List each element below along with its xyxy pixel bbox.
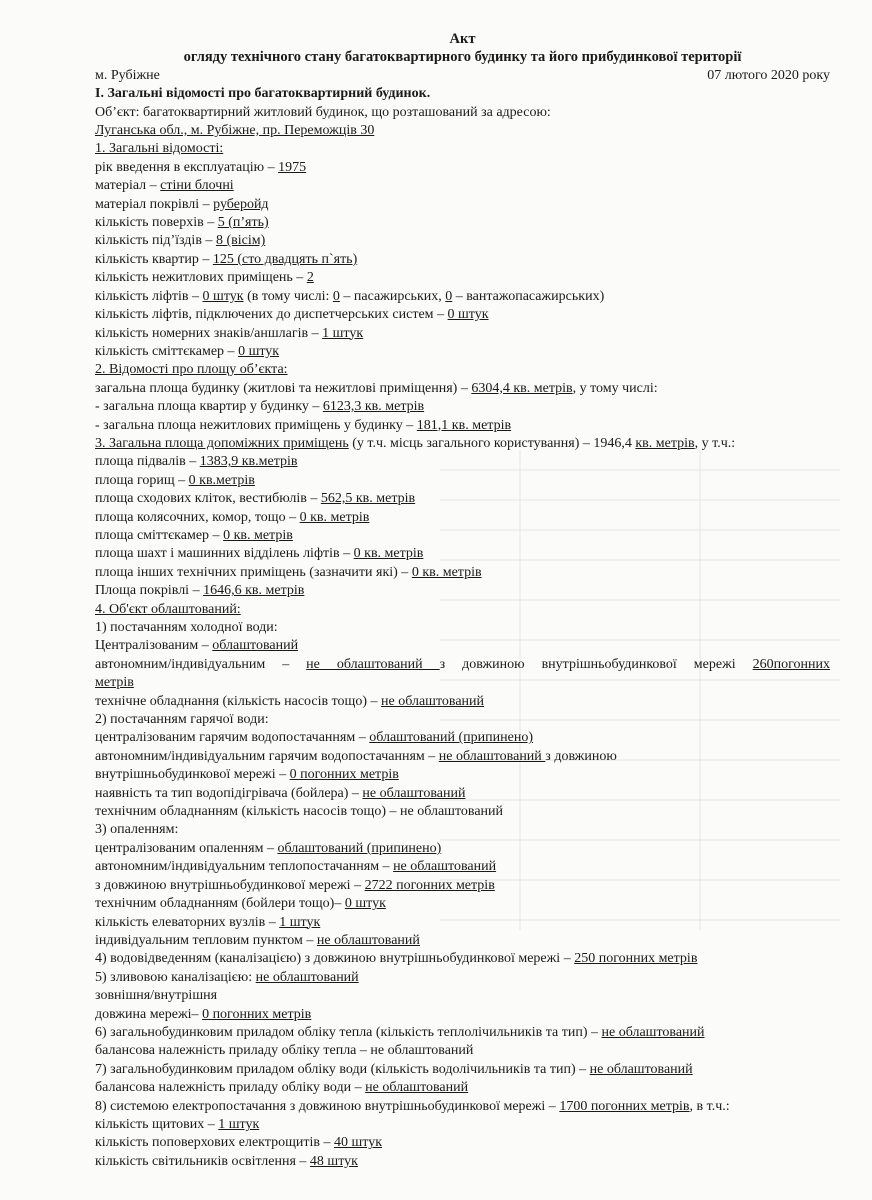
text-segment: - загальна площа квартир у будинку – [95, 399, 323, 415]
field-roof-area [95, 582, 830, 600]
text-segment: не облаштований [306, 656, 440, 672]
text-segment: 2722 погонних метрів [364, 877, 495, 893]
text-segment: площа підвалів – [95, 454, 200, 470]
text-segment: балансова належність приладу обліку води – [95, 1080, 366, 1096]
text-segment: автономним/індивідуальним гарячим водопостачанням – [95, 748, 439, 764]
text-segment: (у т.ч. місць загального користування) – 1946,4 [348, 435, 636, 451]
field-stroller [95, 509, 830, 527]
field-hot-network [95, 766, 830, 784]
field-apartments [95, 251, 830, 269]
text-segment: матеріал – [95, 178, 161, 194]
text-segment: централізованим опаленням – [95, 840, 278, 856]
field-heat-meter [95, 1024, 830, 1042]
text-segment: 1 штук [279, 914, 321, 930]
aux-heading [95, 435, 830, 453]
text-segment: облаштований (припинено) [369, 730, 533, 746]
field-water-meter [95, 1061, 830, 1079]
cold-water-heading: 1) постачанням холодної води: [95, 620, 278, 635]
act-document [95, 30, 830, 1171]
field-heat-network [95, 877, 830, 895]
field-heat-tech [95, 895, 830, 913]
field-lights [95, 1153, 830, 1171]
text-segment: – вантажопасажирських) [452, 288, 605, 304]
field-entrances [95, 232, 830, 250]
text-segment: 7) загальнобудинковим приладом обліку води (кількість водолічильників та тип) – [95, 1061, 590, 1077]
city: м. Рубіжне [95, 67, 160, 83]
text-segment: кількість нежитлових приміщень – [95, 270, 307, 286]
text-segment: 0 штук [202, 288, 244, 304]
field-heat-elevators [95, 914, 830, 932]
text-segment: 0 кв. метрів [299, 509, 370, 525]
text-segment: загальна площа будинку (житлові та нежитлові приміщення) – [95, 380, 472, 396]
text-segment: автономним/індивідуальним – [95, 656, 307, 672]
field-total-area [95, 380, 830, 398]
field-water-meter-owner [95, 1079, 830, 1097]
text-segment: кількість квартир – [95, 251, 213, 267]
text-segment: кількість поверхів – [95, 215, 218, 231]
text-segment: не облаштований [316, 932, 420, 948]
field-value: 8 (вісім) [215, 233, 266, 249]
text-segment: 3. Загальна площа допоміжних приміщень [95, 435, 349, 451]
text-segment: не облаштований [381, 693, 485, 709]
text-segment: облаштований [212, 638, 299, 654]
text-segment: – пасажирських, [339, 288, 446, 304]
text-segment: площа колясочних, комор, тощо – [95, 509, 300, 525]
field-value: 125 (сто двадцять п`ять) [212, 251, 358, 267]
field-heat-auto [95, 858, 830, 876]
text-segment: технічним обладнанням (бойлери тощо)– [95, 896, 345, 912]
field-basement [95, 453, 830, 471]
text-segment: 0 кв.метрів [188, 472, 255, 488]
field-hot-tech: технічним обладнанням (кількість насосів тощо) – не облаштований [95, 804, 504, 820]
field-chutes [95, 343, 830, 361]
document-title: Акт [449, 31, 476, 47]
field-cold-central [95, 637, 830, 655]
text-segment: кількість світильників освітлення – [95, 1153, 310, 1169]
text-segment: 0 штук [447, 307, 489, 323]
document-date: 07 лютого 2020 року [707, 67, 830, 83]
field-cold-tech [95, 693, 830, 711]
field-cold-auto-unit: метрів [95, 675, 134, 691]
field-storm-type: зовнішня/внутрішня [95, 988, 218, 1004]
field-sewer [95, 950, 830, 968]
text-segment: 1646,6 кв. метрів [203, 583, 305, 599]
text-segment: Централізованим – [95, 638, 213, 654]
place-date-row [95, 67, 830, 85]
text-segment: з довжиною внутрішньобудинкової мережі [439, 656, 753, 672]
object-intro: Об’єкт: багатоквартирний житловий будинок, що розташований за адресою: [95, 104, 551, 120]
text-segment: 1383,9 кв.метрів [199, 454, 298, 470]
text-segment: 0 кв. метрів [223, 527, 293, 543]
text-segment: 181,1 кв. метрів [416, 417, 512, 433]
text-segment: довжина мережі– [95, 1006, 203, 1022]
text-segment: 0 кв. метрів [353, 546, 424, 562]
field-value: руберойд [213, 196, 269, 212]
heating-heading: 3) опаленням: [95, 822, 179, 838]
text-segment: (в тому числі: [243, 288, 333, 304]
text-segment: площа горищ – [95, 472, 189, 488]
field-cold-auto [95, 656, 830, 674]
text-segment: 48 штук [309, 1153, 358, 1169]
text-segment: кількість елеваторних вузлів – [95, 914, 280, 930]
text-segment: 0 штук [344, 896, 386, 912]
text-segment: не облаштований [365, 1080, 469, 1096]
text-segment: не облаштований [393, 859, 497, 875]
text-segment: з довжиною внутрішньобудинкової мережі – [95, 877, 365, 893]
text-segment: кількість щитових – [95, 1116, 219, 1132]
text-segment: 260погонних [752, 656, 830, 672]
field-tech-rooms [95, 564, 830, 582]
text-segment: , у тому числі: [572, 380, 658, 396]
text-segment: 6123,3 кв. метрів [322, 399, 425, 415]
text-segment: 5) зливовою каналізацією: [95, 969, 256, 985]
text-segment: 6) загальнобудинковим приладом обліку тепла (кількість теплолічильників та тип) – [95, 1024, 602, 1040]
text-segment: 40 штук [333, 1135, 382, 1151]
text-segment: рік введення в експлуатацію – [95, 159, 279, 175]
field-heat-central [95, 840, 830, 858]
field-floors [95, 214, 830, 232]
area-heading: 2. Відомості про площу об’єкта: [95, 362, 288, 378]
field-value: 5 (п’ять) [217, 215, 269, 231]
text-segment: 1 штук [218, 1116, 260, 1132]
field-year [95, 159, 830, 177]
text-segment: з довжиною [545, 748, 617, 764]
text-segment: внутрішньобудинкової мережі – [95, 767, 290, 783]
field-floor-panels [95, 1134, 830, 1152]
text-segment: 1700 погонних метрів [559, 1098, 690, 1114]
field-roof-material [95, 196, 830, 214]
document-subtitle: огляду технічного стану багатоквартирного будинку та його прибудинкової території [183, 49, 742, 66]
field-nonres-area [95, 417, 830, 435]
text-segment: кв. метрів [635, 435, 695, 451]
text-segment: автономним/індивідуальним теплопостачанням – [95, 859, 394, 875]
text-segment: матеріал покрівлі – [95, 196, 214, 212]
text-segment: кількість номерних знаків/аншлагів – [95, 325, 323, 341]
text-segment: - загальна площа нежитлових приміщень у будинку – [95, 417, 417, 433]
field-material [95, 177, 830, 195]
text-segment: облаштований (припинено) [277, 840, 442, 856]
text-segment: площа сходових кліток, вестибюлів – [95, 491, 321, 507]
field-stairs [95, 490, 830, 508]
text-segment: кількість під’їздів – [95, 233, 216, 249]
text-segment: площа сміттєкамер – [95, 527, 224, 543]
field-heat-meter-owner: балансова належність приладу обліку тепла – не облаштований [95, 1043, 474, 1059]
object-address: Луганська обл., м. Рубіжне, пр. Переможців 30 [95, 123, 375, 139]
text-segment: Площа покрівлі – [95, 583, 204, 599]
text-segment: не облаштований [601, 1024, 705, 1040]
field-apartments-area [95, 398, 830, 416]
text-segment: не облаштований [255, 969, 359, 985]
text-segment: 250 погонних метрів [574, 951, 698, 967]
equip-heading: 4. Об'єкт облаштований: [95, 601, 241, 617]
text-segment: 0 [332, 288, 340, 304]
text-segment: 562,5 кв. метрів [320, 491, 416, 507]
text-segment: не облаштований [362, 785, 466, 801]
text-segment: наявність та тип водопідігрівача (бойлера) – [95, 785, 363, 801]
field-value: 1975 [278, 159, 307, 175]
field-storm [95, 969, 830, 987]
text-segment: 0 [445, 288, 453, 304]
text-segment: не облаштований [438, 748, 546, 764]
text-segment: площа інших технічних приміщень (зазначити які) – [95, 564, 412, 580]
text-segment: індивідуальним тепловим пунктом – [95, 932, 317, 948]
text-segment: кількість ліфтів, підключених до диспетчерських систем – [95, 307, 448, 323]
text-segment: 1 штук [322, 325, 364, 341]
text-segment: 0 погонних метрів [202, 1006, 312, 1022]
text-segment: 0 погонних метрів [289, 767, 399, 783]
field-lifts [95, 288, 830, 306]
text-segment: , в т.ч.: [689, 1098, 730, 1114]
text-segment: 0 штук [238, 343, 280, 359]
field-heat-point [95, 932, 830, 950]
text-segment: централізованим гарячим водопостачанням – [95, 730, 370, 746]
text-segment: 8) системою електропостачання з довжиною внутрішньобудинкової мережі – [95, 1098, 560, 1114]
field-nonresidential [95, 269, 830, 287]
text-segment: кількість ліфтів – [95, 288, 203, 304]
field-chute-area [95, 527, 830, 545]
field-value: 2 [306, 270, 314, 286]
text-segment: площа шахт і машинних відділень ліфтів – [95, 546, 354, 562]
text-segment: , у т.ч.: [694, 435, 736, 451]
text-segment: технічне обладнання (кількість насосів тощо) – [95, 693, 381, 709]
text-segment: не облаштований [589, 1061, 693, 1077]
general-heading: 1. Загальні відомості: [95, 141, 224, 157]
field-hot-boiler [95, 785, 830, 803]
field-hot-auto [95, 748, 830, 766]
field-power [95, 1098, 830, 1116]
field-signs [95, 325, 830, 343]
field-shafts [95, 545, 830, 563]
field-hot-central [95, 729, 830, 747]
field-panels [95, 1116, 830, 1134]
field-lifts-dispatch [95, 306, 830, 324]
field-storm-length [95, 1006, 830, 1024]
field-attic [95, 472, 830, 490]
text-segment: кількість сміттєкамер – [95, 343, 239, 359]
text-segment: 0 кв. метрів [411, 564, 482, 580]
text-segment: 4) водовідведенням (каналізацією) з довжиною внутрішньобудинкової мережі – [95, 951, 575, 967]
text-segment: кількість поповерхових електрощитів – [95, 1135, 334, 1151]
text-segment: 6304,4 кв. метрів [471, 380, 573, 396]
section-heading: І. Загальні відомості про багатоквартирний будинок. [95, 86, 431, 102]
hot-water-heading: 2) постачанням гарячої води: [95, 712, 269, 728]
field-value: стіни блочні [160, 178, 234, 194]
